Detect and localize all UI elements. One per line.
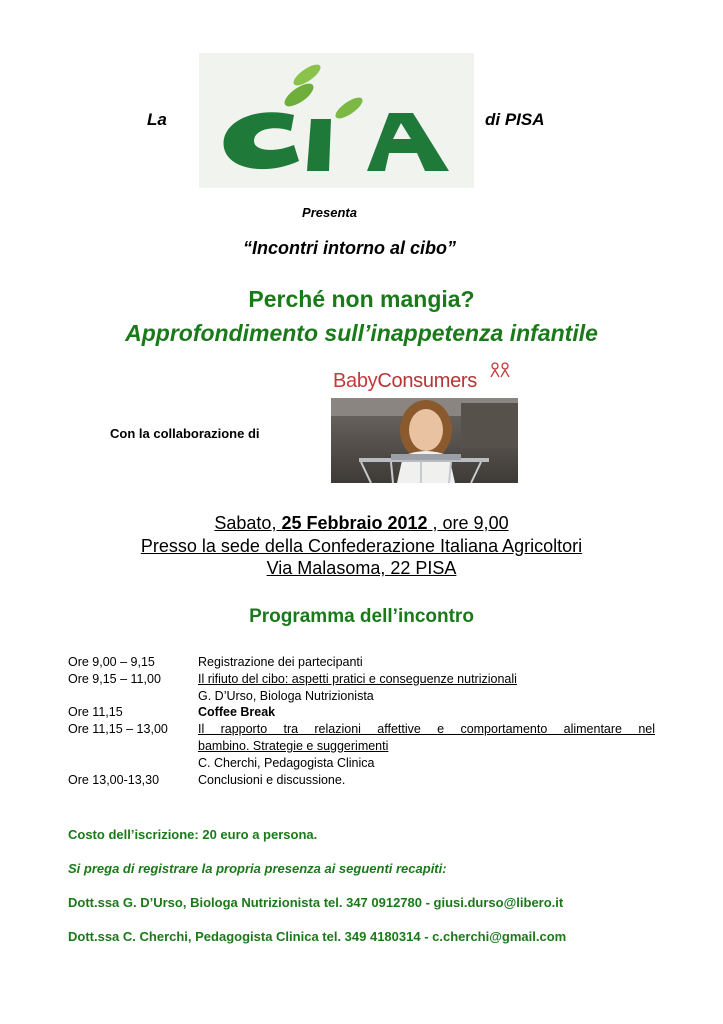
- program-time: Ore 9,15 – 11,00: [68, 671, 161, 686]
- event-address-text: Via Malasoma, 22 PISA: [266, 558, 457, 578]
- brand-part-1: Baby: [333, 370, 378, 392]
- registration-note: Si prega di registrare la propria presenza ai seguenti recapiti:: [68, 861, 447, 876]
- main-subtitle: Approfondimento sull’inappetenza infantile: [125, 320, 598, 346]
- contact-durso: Dott.ssa G. D’Urso, Biologa Nutrizionista tel. 347 0912780 - giusi.durso@libero.it: [68, 895, 564, 910]
- cia-logo-icon: [199, 53, 474, 188]
- program-row: [68, 704, 655, 721]
- header-la: La: [147, 110, 167, 129]
- program-desc: G. D’Urso, Biologa Nutrizionista: [198, 688, 374, 703]
- program-desc: C. Cherchi, Pedagogista Clinica: [198, 755, 375, 770]
- program-time: Ore 9,00 – 9,15: [68, 655, 155, 669]
- presenta-text: Presenta: [302, 205, 357, 220]
- event-date: [0, 513, 723, 534]
- event-venue-text: Presso la sede della Confederazione Italiana Agricoltori: [140, 536, 583, 556]
- series-title: [0, 238, 723, 259]
- header-di-pisa: di PISA: [485, 110, 545, 129]
- brand-part-2: Consumers: [377, 370, 477, 392]
- babyconsumers-mark-icon: [488, 361, 512, 384]
- program-desc: Coffee Break: [198, 705, 276, 720]
- program-row: [68, 654, 655, 671]
- program-row: [68, 688, 655, 705]
- program-time: [68, 688, 198, 705]
- cia-logo: [199, 53, 474, 188]
- babyconsumers-logo: [333, 370, 477, 393]
- event-date-bold: 25 Febbraio 2012: [281, 513, 428, 533]
- program-desc: Registrazione dei partecipanti: [198, 655, 363, 669]
- program-desc: Il rapporto tra relazioni affettive e comportamento alimentare nel: [198, 722, 655, 737]
- program-time: Ore 11,15 – 13,00: [68, 722, 168, 737]
- program-row: [68, 755, 655, 772]
- event-day: Sabato,: [214, 513, 282, 533]
- child-with-cart-image-icon: [331, 398, 518, 483]
- program-time: [68, 738, 198, 755]
- program-time: [68, 755, 198, 772]
- program-table: [68, 654, 655, 788]
- child-photo: [331, 398, 518, 483]
- event-venue: [0, 536, 723, 557]
- program-time: Ore 11,15: [68, 705, 123, 720]
- main-title: Perché non mangia?: [248, 286, 475, 312]
- program-row: [68, 772, 655, 789]
- program-desc: bambino. Strategie e suggerimenti: [198, 738, 389, 753]
- program-row: [68, 721, 655, 738]
- program-desc: Il rifiuto del cibo: aspetti pratici e conseguenze nutrizionali: [198, 671, 517, 686]
- program-desc: Conclusioni e discussione.: [198, 772, 346, 787]
- collaboration-label: Con la collaborazione di: [110, 426, 260, 441]
- event-address: [0, 558, 723, 579]
- event-time: , ore 9,00: [427, 513, 509, 533]
- presenta-label: [0, 205, 723, 220]
- program-row: [68, 671, 655, 688]
- program-row: [68, 738, 655, 755]
- contact-cherchi: Dott.ssa C. Cherchi, Pedagogista Clinica tel. 349 4180314 - c.cherchi@gmail.com: [68, 929, 567, 944]
- series-title-text: “Incontri intorno al cibo”: [243, 238, 456, 258]
- program-title: Programma dell’incontro: [249, 606, 474, 627]
- program-time: Ore 13,00-13,30: [68, 772, 160, 787]
- registration-cost: Costo dell’iscrizione: 20 euro a persona.: [68, 827, 318, 842]
